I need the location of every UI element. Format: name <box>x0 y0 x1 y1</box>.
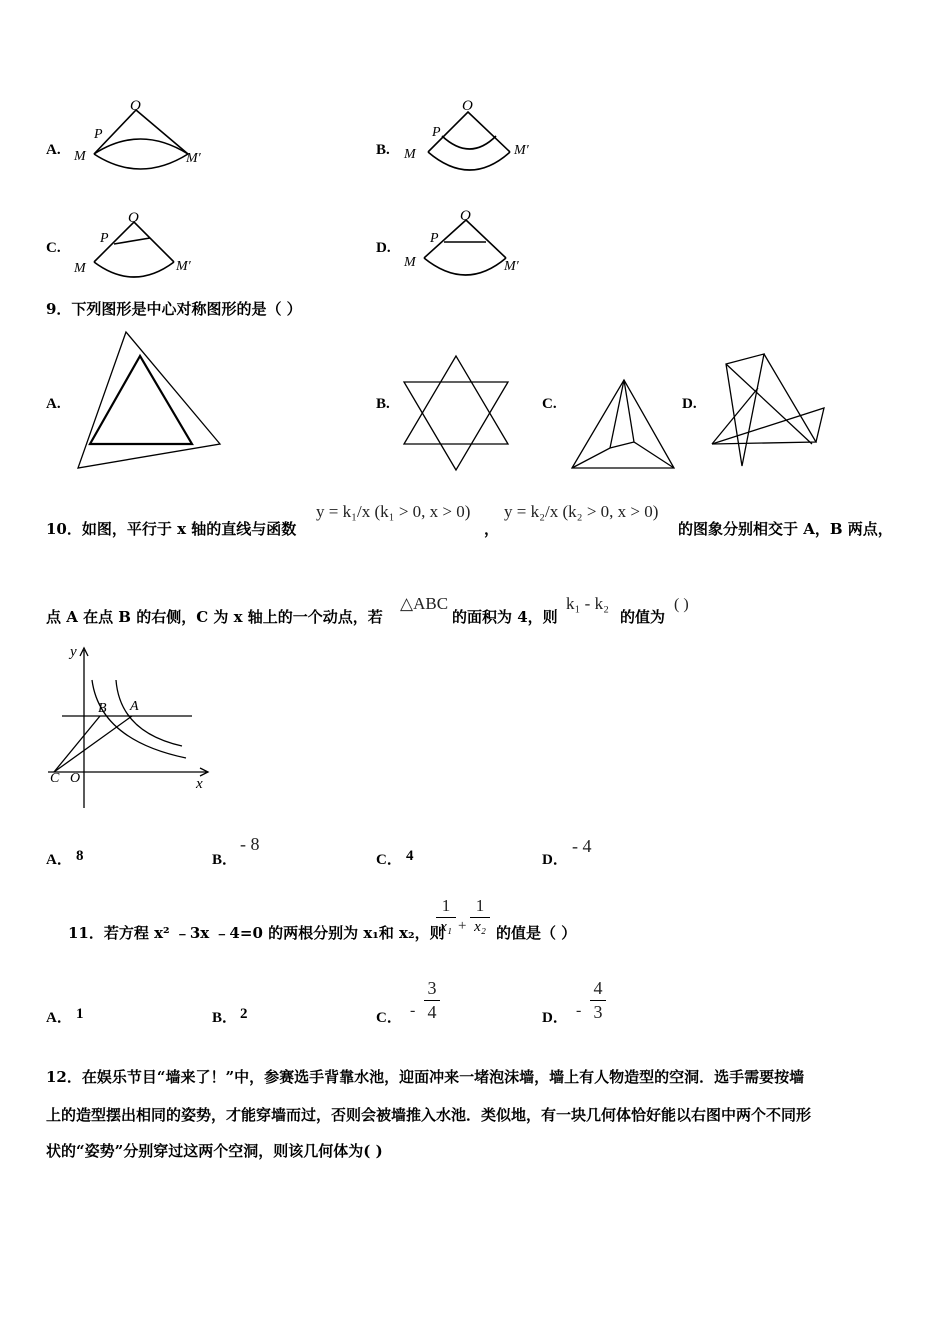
svg-text:M′: M′ <box>176 259 191 274</box>
q10-graph <box>40 640 220 812</box>
svg-text:x: x <box>196 776 203 792</box>
q10-option-b-value: - 8 <box>240 834 260 854</box>
q10-option-c-value: 4 <box>406 848 414 864</box>
svg-text:y: y <box>70 644 77 660</box>
svg-text:A: A <box>130 699 139 714</box>
q11-option-b-letter: B． <box>212 1010 238 1026</box>
q12-stem-line1: 12．在娱乐节目“墙来了！”中，参赛选手背靠水池，迎面冲来一堵泡沫墙，墙上有人物造型的空洞．选手需要按墙 <box>46 1068 805 1086</box>
q11-option-d-sign: - <box>576 1002 582 1019</box>
q10-option-d-value: - 4 <box>572 836 592 856</box>
q8-option-d-letter: D. <box>376 240 391 256</box>
q10-stem-part2: 的图象分别相交于 A，B 两点， <box>678 520 893 538</box>
q10-stem-line2: 点 A 在点 B 的右侧，C 为 x 轴上的一个动点，若 <box>46 608 383 626</box>
svg-text:P: P <box>430 231 439 246</box>
q11-plus: + <box>458 918 467 934</box>
q9-option-a-figure <box>70 326 230 474</box>
q9-option-d-figure <box>704 348 830 472</box>
q10-option-a-letter: A． <box>46 852 72 868</box>
q10-stem-part1: 10．如图，平行于 x 轴的直线与函数 <box>46 520 297 538</box>
q11-option-c-fraction: 3 4 <box>424 978 440 1023</box>
q9-option-b-letter: B. <box>376 396 390 412</box>
svg-text:P: P <box>100 231 109 246</box>
q11-option-a-value: 1 <box>76 1006 84 1022</box>
q8-option-b-letter: B. <box>376 142 390 158</box>
q10-triangle-abc: △ABC <box>400 594 449 613</box>
q10-k-expression: k₁ - k₂ <box>566 594 610 613</box>
q8-option-c-letter: C. <box>46 240 61 256</box>
q8-option-a-letter: A. <box>46 142 61 158</box>
q8-option-a-figure <box>70 96 220 172</box>
q10-answer-paren: ( ) <box>674 596 689 613</box>
q10-area-text: 的面积为 4，则 <box>452 608 558 626</box>
svg-text:M: M <box>404 147 416 162</box>
svg-text:O: O <box>460 208 471 224</box>
svg-text:M′: M′ <box>504 259 519 274</box>
q10-comma: ， <box>484 520 500 538</box>
q11-option-a-letter: A． <box>46 1010 72 1026</box>
q11-option-d-fraction: 4 3 <box>590 978 606 1023</box>
q10-option-b-letter: B． <box>212 852 238 868</box>
q9-stem: 9．下列图形是中心对称图形的是（ ） <box>46 300 302 318</box>
svg-text:B: B <box>98 701 107 716</box>
svg-text:P: P <box>432 125 441 140</box>
q10-option-d-letter: D． <box>542 852 568 868</box>
q10-formula-k2: y = k₂/x (k₂ > 0, x > 0) <box>504 502 659 521</box>
q11-option-c-letter: C． <box>376 1010 402 1026</box>
svg-text:C: C <box>50 771 60 786</box>
q10-option-c-letter: C． <box>376 852 402 868</box>
q9-option-c-figure <box>568 374 680 474</box>
q11-fraction-1: 1 x₁ <box>436 896 456 936</box>
svg-text:M: M <box>404 255 416 270</box>
label-o: O <box>130 98 141 114</box>
q11-fraction-2: 1 x₂ <box>470 896 490 936</box>
label-p: P <box>94 127 103 142</box>
q10-value-text: 的值为 <box>620 608 666 626</box>
svg-text:M: M <box>74 261 86 276</box>
q9-option-b-figure <box>400 350 512 474</box>
q11-stem-part2: 的值是（ ） <box>496 924 577 942</box>
q12-stem-line2: 上的造型摆出相同的姿势，才能穿墙而过，否则会被墙推入水池．类似地，有一块几何体恰好能以右图中两个不同形 <box>46 1106 812 1124</box>
q8-option-b-figure <box>402 96 552 176</box>
q9-option-a-letter: A. <box>46 396 61 412</box>
q11-stem-part1: 11．若方程 x² ﹣3x ﹣4=0 的两根分别为 x₁和 x₂，则 <box>68 924 445 942</box>
q11-option-b-value: 2 <box>240 1006 248 1022</box>
q9-option-c-letter: C. <box>542 396 557 412</box>
q11-option-d-letter: D． <box>542 1010 568 1026</box>
q9-option-d-letter: D. <box>682 396 697 412</box>
svg-text:O: O <box>70 771 81 786</box>
svg-text:O: O <box>462 98 473 114</box>
q12-stem-line3: 状的“姿势”分别穿过这两个空洞，则该几何体为( ) <box>46 1142 383 1160</box>
label-m-prime: M′ <box>186 151 201 166</box>
q10-option-a-value: 8 <box>76 848 84 864</box>
svg-text:O: O <box>128 210 139 226</box>
label-m: M <box>74 149 86 164</box>
q8-option-d-figure <box>402 206 552 282</box>
q8-option-c-figure <box>70 206 220 282</box>
q10-formula-k1: y = k₁/x (k₁ > 0, x > 0) <box>316 502 471 521</box>
svg-text:M′: M′ <box>514 143 529 158</box>
q11-option-c-sign: - <box>410 1002 416 1019</box>
